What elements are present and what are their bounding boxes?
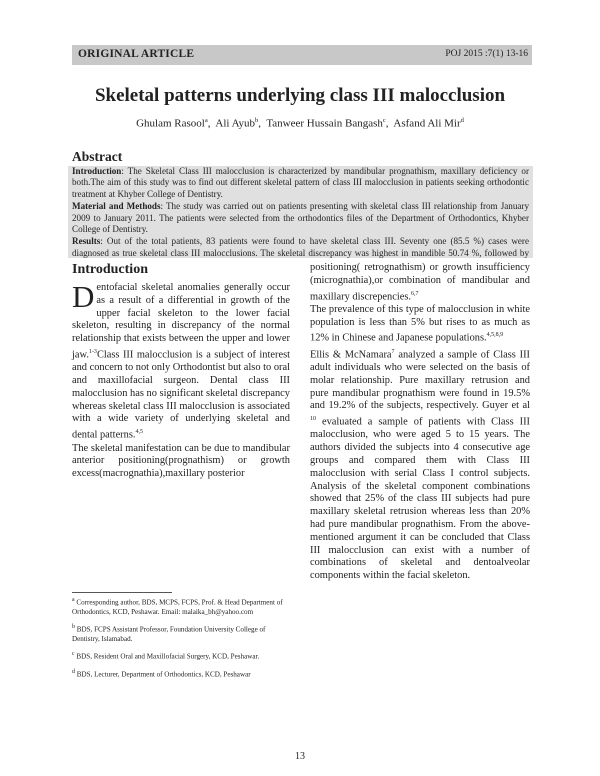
introduction-heading: Introduction [72,262,148,277]
article-header-bar [72,45,532,65]
abstract-box [68,166,533,258]
section-label: ORIGINAL ARTICLE [78,48,195,60]
body-paragraph: positioning( retrognathism) or growth insufficiency (micrognathia),or combination of mandibular and maxillary discrepencies.$^{6,7}$ [310,262,530,303]
author-name: Ghulam Rasool [136,117,205,130]
author-name: Ali Ayub [215,117,256,130]
body-paragraph: Ellis & McNamara$^7$ analyzed a sample of Class III adult individuals who were selected on the basis of molar relationship. Pure maxillary retrusion and pure mandibular prognathism were found in 19.5% and 19.2% of the subjects, respectively. Guyer et al $^{10}$ evaluated a sample of patients with Class III malocclusion, who were aged 5 to 15 years. The authors divided the subjects into 4 consecutive age groups and compared them with Class III malocclusion with serial Class I control subjects. Analysis of the skeletal component combinations showed that 25% of the class III subjects had pure maxillary skeletal retrusion whereas less than 20% had pure mandibular prognathism. From the above-mentioned argument it can be concluded that Class III malocclusion can exist with a number of combinations of skeletal and dentoalveolar components within the facial skeleton. [310,348,531,582]
footnote: $^a$ Corresponding author, BDS, MCPS, FCPS, Prof. & Head Department of Orthodontics, KCD, Peshawar. Email: malaika_bh@yahoo.com [72,597,283,616]
drop-cap: D [72,279,95,314]
footnote: $^d$ BDS, Lecturer, Department of Orthodontics, KCD, Peshawar [72,669,251,679]
footnote: $^c$ BDS, Resident Oral and Maxillofacial Surgery, KCD, Peshawar. [72,651,260,661]
author-list: Ghulam Rasool$^a$, Ali Ayub$^b$, Tanweer Hussain Bangash$^c$, Asfand Ali Mir$^d$ [136,117,464,130]
abstract-heading: Abstract [72,149,123,164]
abstract-introduction: Introduction: The Skeletal Class III malocclusion is characterized by mandibular prognathism, maxillary deficiency or both.The aim of this study was to find out different skeletal pattern of class III malocclusion in patients seeking orthodontic treatment at Khyber College of Dentistry. [72,166,529,199]
abstract-methods: Material and Methods: The study was carried out on patients presenting with skeletal class III relationship from January 2009 to January 2011. The patients were selected from the orthodontics files of the Department of Orthodontics, Khyber College of Dentistry. [72,201,529,235]
body-column-right [310,262,530,583]
abstract-results: Results: Out of the total patients, 83 patients were found to have skeletal class III. Seventy one (85.5 %) cases were diagnosed as true skeletal class III malocclusions. The skeletal discrepancy was highest in mandible 50.74 %, followed by [72,236,529,258]
body-paragraph: The prevalence of this type of malocclusion in white population is less than 5% but rises to as much as 12% in Chinese and Japanese populations.$^{4,5,8,9}$ [310,303,530,344]
body-paragraph: The skeletal manifestation can be due to mandibular anterior positioning(prognathism) or growth excess(macrognathia),maxillary posterior [72,442,290,480]
author-name: Tanweer Hussain Bangash [266,117,383,130]
footnote-rule [72,592,172,593]
author-name: Asfand Ali Mir [393,117,461,130]
footnotes [72,596,288,686]
body-column-left [72,279,290,481]
page-number: 13 [295,751,305,762]
article-title: Skeletal patterns underlying class III malocclusion [94,85,506,106]
footnote: $^b$ BDS, FCPS Assistant Professor, Foundation University College of Dentistry, Islamabad. [72,624,266,643]
body-paragraph: Dentofacial skeletal anomalies generally occur as a result of a differential in growth of the upper facial skeleton to the lower facial skeleton, resulting in discrepancy of the normal relationship that exists between the upper and lower jaw.$^{1-3}$Class III malocclusion is a subject of interest and concern to not only Orthodontist but also to oral and maxillofacial surgeon. Dental class III malocclusion has no significant skeletal discrepancy whereas skeletal class III malocclusion is associated with a wide variety of underlying skeletal and dental patterns.$^{4,5}$ [72,279,290,441]
journal-citation: POJ 2015 :7(1) 13-16 [445,49,528,59]
